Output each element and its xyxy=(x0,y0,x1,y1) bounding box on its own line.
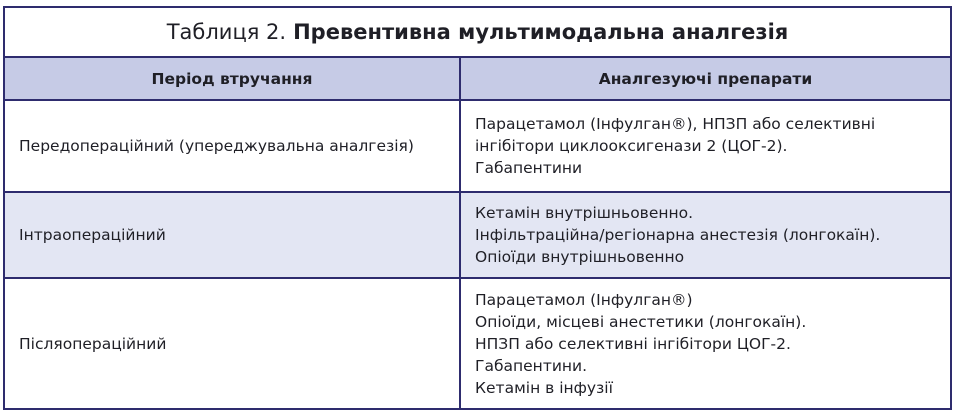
drug-line: Опіоїди внутрішньовенно xyxy=(475,248,685,266)
drug-line: Парацетамол (Інфулган®), НПЗП або селективні xyxy=(475,115,876,133)
period-cell xyxy=(5,193,461,277)
table-caption xyxy=(5,8,950,58)
table-caption-title: Превентивна мультимодальна аналгезія xyxy=(293,20,789,44)
drug-line: Габапентини xyxy=(475,159,583,177)
table-row xyxy=(5,193,950,279)
analgesia-table xyxy=(3,6,952,410)
table-caption-prefix: Таблиця 2. xyxy=(166,20,287,44)
drug-line: Габапентини. xyxy=(475,356,588,375)
table-row xyxy=(5,101,950,193)
period-cell xyxy=(5,279,461,408)
drug-line: НПЗП або селективні інгібітори ЦОГ-2. xyxy=(475,334,791,353)
drug-line: інгібітори циклооксигенази 2 (ЦОГ-2). xyxy=(475,137,788,155)
header-drugs: Аналгезуючі препарати xyxy=(598,69,813,88)
drug-line: Інфільтраційна/регіонарна анестезія (лонгокаїн). xyxy=(475,226,881,244)
period-cell xyxy=(5,101,461,191)
drugs-cell xyxy=(461,193,950,277)
drug-line: Опіоїди, місцеві анестетики (лонгокаїн). xyxy=(475,312,807,331)
drug-list xyxy=(475,113,875,179)
header-period: Період втручання xyxy=(5,58,461,99)
table-header-row xyxy=(5,58,950,101)
period-label: Передопераційний (упереджувальна аналгезія) xyxy=(19,137,414,155)
drug-list xyxy=(475,202,880,268)
drugs-cell xyxy=(461,101,950,191)
drugs-cell xyxy=(461,279,950,408)
period-label: Інтраопераційний xyxy=(19,226,166,244)
drug-line: Парацетамол (Інфулган®) xyxy=(475,290,693,309)
drug-line: Кетамін в інфузії xyxy=(475,378,613,397)
period-label: Післяопераційний xyxy=(19,334,167,353)
table-row xyxy=(5,279,950,408)
drug-line: Кетамін внутрішньовенно. xyxy=(475,204,694,222)
drug-list xyxy=(475,289,806,399)
